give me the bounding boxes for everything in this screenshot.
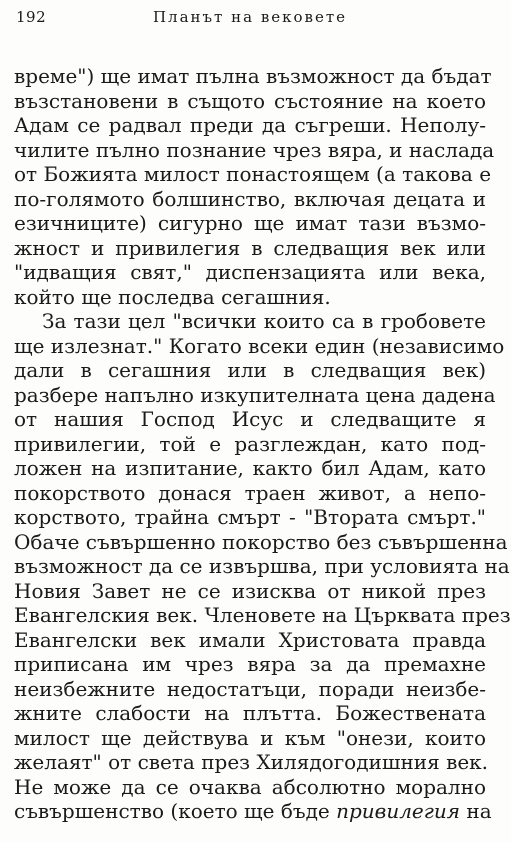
text-line: корството, трайна смърт - "Втората смърт."	[14, 505, 486, 529]
text-line: възстановени в същото състояние на което	[14, 88, 486, 113]
text-line: милост ще действува и към "онези, които	[14, 725, 486, 750]
text-line: време") ще имат пълна възможност да бъдат	[14, 64, 492, 88]
body-text	[14, 64, 511, 824]
text-line: който ще последва сегашния.	[14, 284, 331, 309]
text-line: За тази цел "всички които са в гробовете	[42, 309, 486, 333]
text-line: неизбежните недостатъци, поради неизбе-	[14, 676, 486, 701]
text-line: Адам се радвал преди да съгреши. Неполу-	[14, 113, 486, 137]
text-line: приписана им чрез вяра за да премахне	[14, 652, 486, 676]
paragraph-2	[14, 309, 511, 824]
text-line-final	[14, 799, 492, 824]
text-line: по-голямото болшинство, включая децата и	[14, 186, 486, 211]
text-line: Обаче съвършенно покорство без съвършенна	[14, 529, 508, 554]
text-line: разбере напълно изкупителната цена дадена	[14, 382, 496, 407]
italic-word: привилегия	[336, 799, 460, 823]
text-line: привилегии, той е разглеждан, като под-	[14, 431, 486, 456]
text-line: възможност да се извършва, при условията на	[14, 554, 510, 578]
text-line: "идващия свят," диспензацията или века,	[14, 260, 486, 284]
text-line: Новия Завет не се изисква от никой през	[14, 578, 486, 603]
text-line: чилите пълно познание чрез вяра, и наслада	[14, 137, 495, 162]
text-line: ложен на изпитание, както бил Адам, като	[14, 456, 486, 480]
text-line: жност и привилегия в следващия век или	[14, 235, 486, 260]
text-line: жните слабости на плътта. Божествената	[14, 701, 486, 725]
final-line-end: на	[460, 799, 492, 823]
text-line: от Божията милост понастоящем (а такова е	[14, 162, 492, 186]
text-line: Евангелски век имали Христовата правда	[14, 627, 486, 652]
paragraph-1	[14, 64, 495, 309]
running-head	[14, 0, 486, 44]
text-line: Евангелския век. Членовете на Църквата през	[14, 603, 511, 627]
running-title: Планът на вековете	[152, 8, 348, 26]
text-line: ще излезнат." Когато всеки един (независимо	[14, 333, 505, 358]
text-line: желаят" от света през Хилядогодишния век.	[14, 750, 489, 774]
text-line: Не може да се очаква абсолютно морално	[14, 774, 486, 799]
page-number: 192	[16, 8, 47, 26]
final-line-start: съвършенство (което ще бъде	[14, 799, 337, 823]
text-line: от нашия Господ Исус и следващите я	[14, 407, 486, 431]
text-line: покорството донася траен живот, а непо-	[14, 480, 486, 505]
text-line: дали в сегашния или в следващия век)	[14, 358, 486, 382]
text-line: езичниците) сигурно ще имат тази възмо-	[14, 211, 486, 235]
